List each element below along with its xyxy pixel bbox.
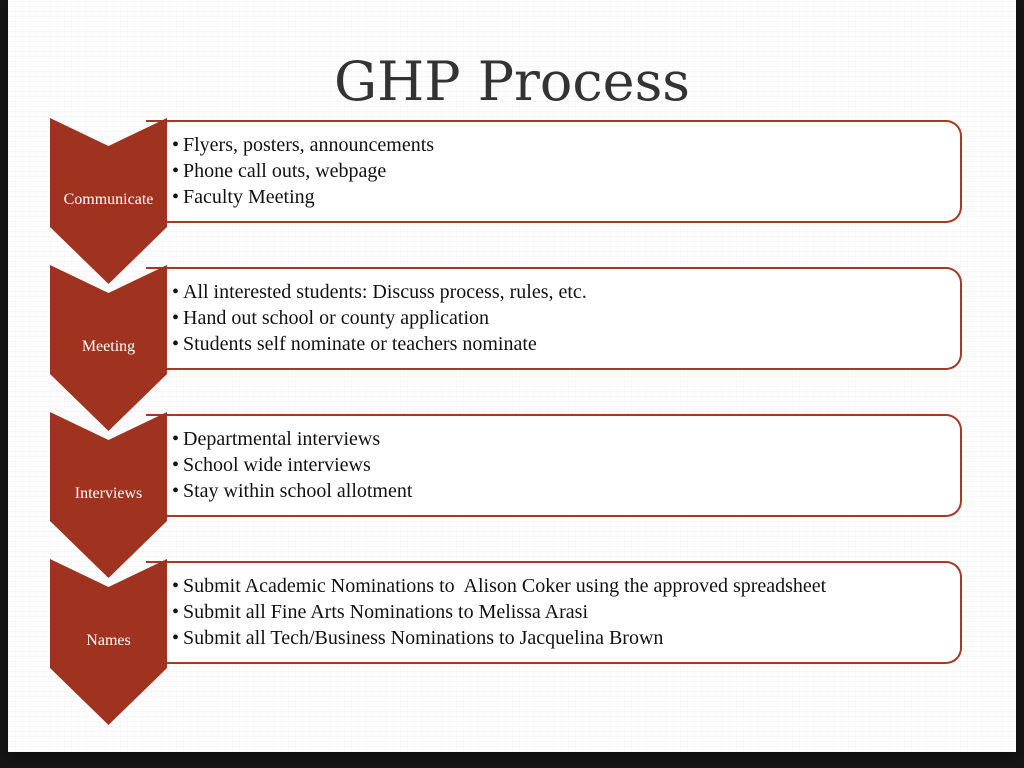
process-step-communicate <box>8 118 1016 278</box>
bullet-item: • Faculty Meeting <box>172 184 434 210</box>
step-bullet-list <box>172 132 434 210</box>
bullet-item: • All interested students: Discuss process, rules, etc. <box>172 279 587 305</box>
bullet-item: • Submit Academic Nominations to Alison Coker using the approved spreadsheet <box>172 573 826 599</box>
process-step-interviews <box>8 412 1016 572</box>
bullet-item: • Submit all Tech/Business Nominations to Jacquelina Brown <box>172 625 826 651</box>
bullet-item: • Submit all Fine Arts Nominations to Melissa Arasi <box>172 599 826 625</box>
step-label: Communicate <box>63 191 154 208</box>
bullet-item: • Hand out school or county application <box>172 305 587 331</box>
step-bullet-list <box>172 426 412 504</box>
step-bullet-list <box>172 573 826 651</box>
process-step-meeting <box>8 265 1016 425</box>
slide-title: GHP Process <box>333 50 690 113</box>
step-label: Interviews <box>74 485 143 502</box>
step-label: Names <box>86 632 131 649</box>
bullet-item: • Departmental interviews <box>172 426 412 452</box>
bullet-item: • School wide interviews <box>172 452 412 478</box>
step-bullet-list <box>172 279 587 357</box>
process-step-names <box>8 559 1016 719</box>
bullet-item: • Students self nominate or teachers nominate <box>172 331 587 357</box>
bullet-item: • Stay within school allotment <box>172 478 412 504</box>
bullet-item: • Flyers, posters, announcements <box>172 132 434 158</box>
slide <box>8 0 1016 752</box>
step-label: Meeting <box>81 338 136 355</box>
bullet-item: • Phone call outs, webpage <box>172 158 434 184</box>
